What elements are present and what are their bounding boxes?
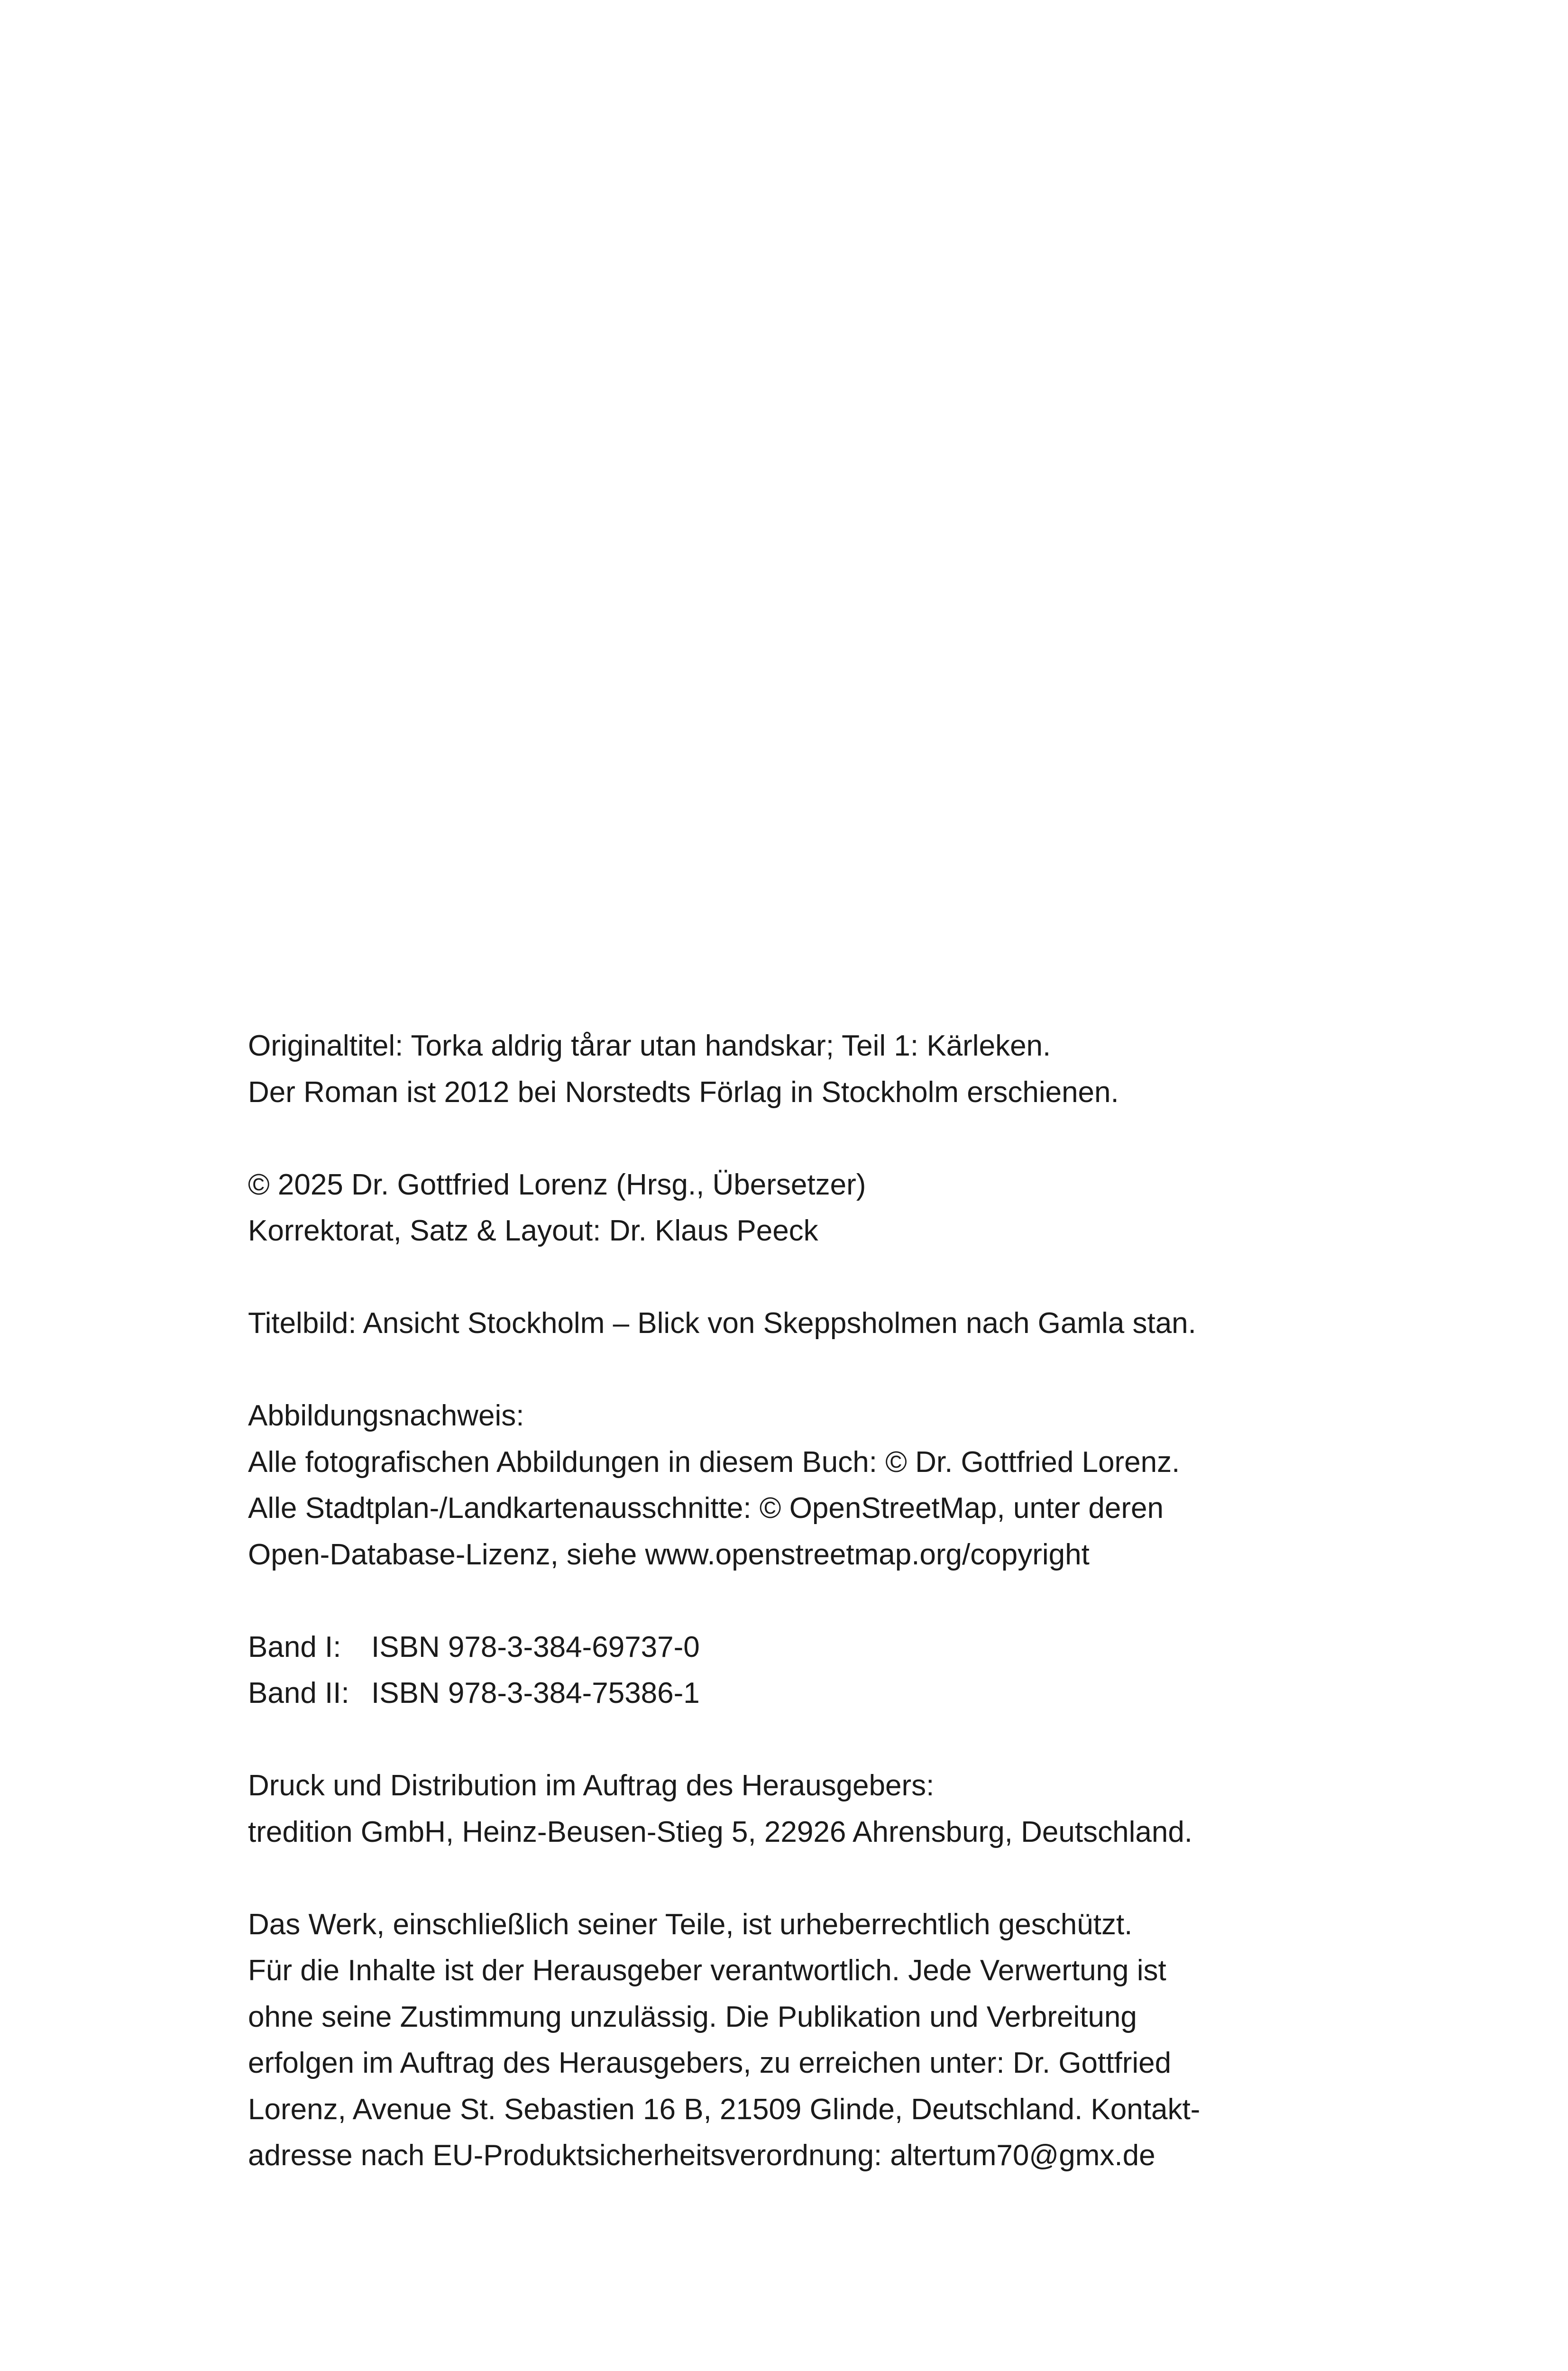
image-credits-block [248,1393,1362,1578]
image-credits-heading: Abbildungsnachweis: [248,1399,524,1432]
printing-block [248,1763,1362,1855]
layout-credit-line: Korrektorat, Satz & Layout: Dr. Klaus Peeck [248,1214,818,1247]
legal-line: erfolgen im Auftrag des Herausgebers, zu erreichen unter: Dr. Gottfried [248,2047,1172,2079]
publication-note-line: Der Roman ist 2012 bei Norstedts Förlag in Stockholm erschienen. [248,1075,1119,1109]
isbn-label: Band I: [248,1630,341,1663]
legal-notice-block [248,1902,1362,2179]
isbn-value: ISBN 978-3-384-69737-0 [371,1630,700,1663]
printing-heading: Druck und Distribution im Auftrag des Herausgebers: [248,1769,935,1802]
isbn-row-band-1 [248,1624,1362,1671]
legal-line: Das Werk, einschließlich seiner Teile, ist urheberrechtlich geschützt. [248,1908,1133,1941]
cover-image-block [248,1300,1362,1347]
legal-line: Lorenz, Avenue St. Sebastien 16 B, 21509 Glinde, Deutschland. Kontakt- [248,2093,1201,2126]
isbn-value: ISBN 978-3-384-75386-1 [371,1677,700,1709]
legal-line: Für die Inhalte ist der Herausgeber verantwortlich. Jede Verwertung ist [248,1954,1166,1987]
map-license-line: Open-Database-Lizenz, siehe www.openstreetmap.org/copyright [248,1538,1090,1571]
printer-address-line: tredition GmbH, Heinz-Beusen-Stieg 5, 22926 Ahrensburg, Deutschland. [248,1815,1193,1848]
photo-credit-line: Alle fotografischen Abbildungen in diesem Buch: © Dr. Gottfried Lorenz. [248,1445,1180,1479]
cover-image-line: Titelbild: Ansicht Stockholm – Blick von Skeppsholmen nach Gamla stan. [248,1307,1196,1340]
contact-email-line: adresse nach EU-Produktsicherheitsverordnung: altertum70@gmx.de [248,2139,1155,2172]
isbn-label: Band II: [248,1677,349,1709]
copyright-block [248,1162,1362,1254]
copyright-line: © 2025 Dr. Gottfried Lorenz (Hrsg., Übersetzer) [248,1168,866,1201]
isbn-block [248,1624,1362,1717]
isbn-row-band-2 [248,1670,1362,1717]
legal-line: ohne seine Zustimmung unzulässig. Die Publikation und Verbreitung [248,2000,1137,2033]
map-credit-line: Alle Stadtplan-/Landkartenausschnitte: © OpenStreetMap, unter deren [248,1492,1164,1525]
original-title-block [248,1023,1362,1115]
original-title-line: Originaltitel: Torka aldrig tårar utan handskar; Teil 1: Kärleken. [248,1029,1051,1062]
imprint-text [248,1023,1362,2179]
